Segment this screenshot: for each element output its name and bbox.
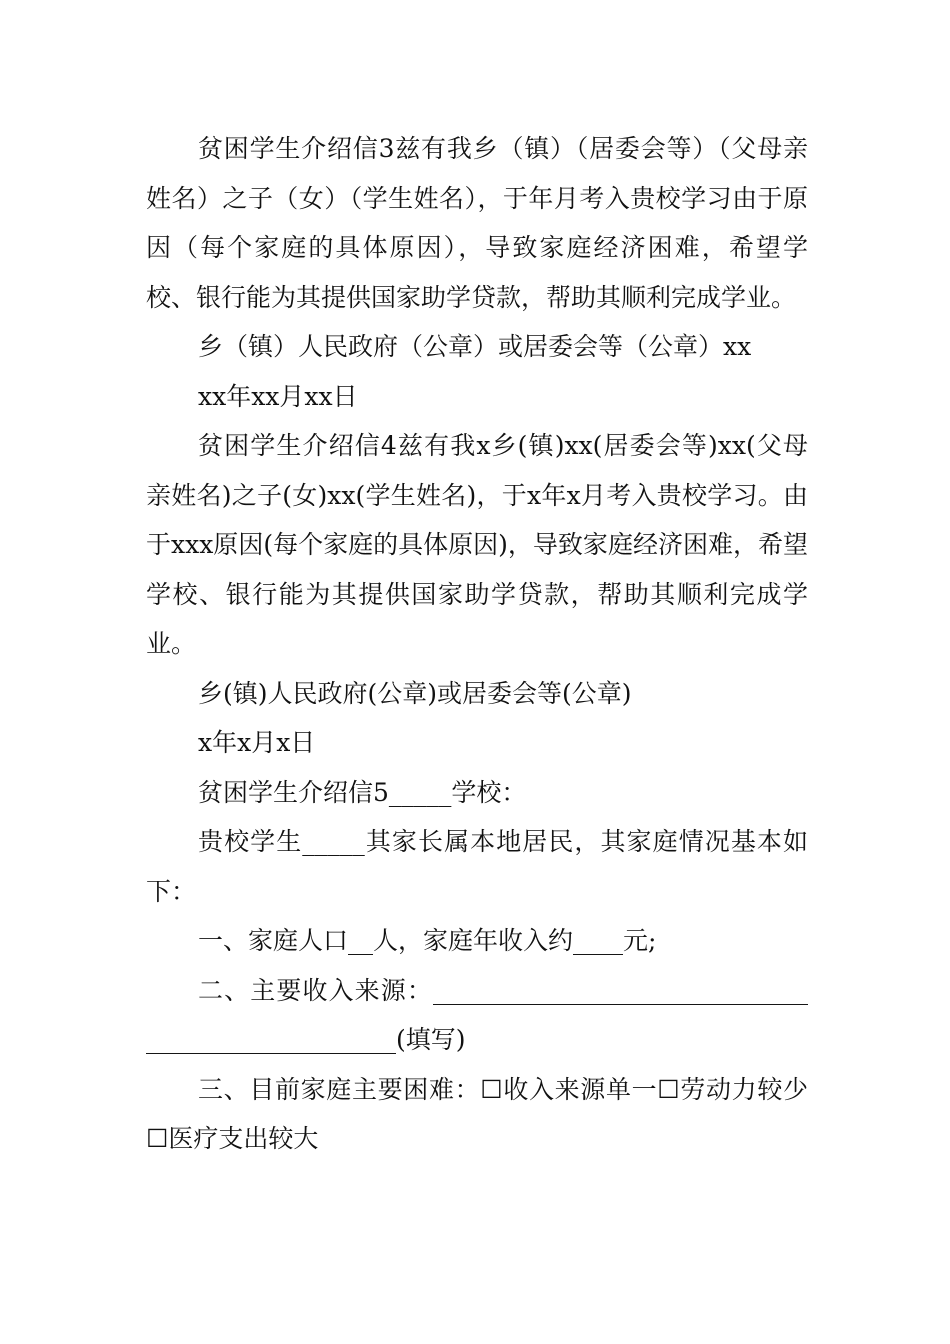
paragraph-item-3: 三、目前家庭主要困难：☐收入来源单一☐劳动力较少☐医疗支出较大	[146, 1074, 808, 1153]
paragraph-signature-3: 乡（镇）人民政府（公章）或居委会等（公章）xx	[198, 332, 752, 361]
paragraph-letter-5-heading: 贫困学生介绍信5_____学校：	[198, 777, 527, 807]
document-page	[146, 124, 808, 1164]
paragraph-item-2: 二、主要收入来源：__________________________________________________(填写)	[146, 975, 808, 1054]
paragraph-date-4: x年x月x日	[198, 728, 316, 757]
paragraph-date-3: xx年xx月xx日	[198, 381, 358, 411]
paragraph-letter-5-intro: 贵校学生_____其家长属本地居民，其家庭情况基本如下：	[146, 827, 808, 906]
paragraph-letter-4: 贫困学生介绍信4兹有我x乡(镇)xx(居委会等)xx(父母亲姓名)之子(女)xx(学生姓名)，于x年x月考入贵校学习。由于xxx原因(每个家庭的具体原因)，导致家庭经济困难，希望学校、银行能为其提供国家助学贷款，帮助其顺利完成学业。	[146, 431, 808, 658]
paragraph-signature-4: 乡(镇)人民政府(公章)或居委会等(公章)	[198, 678, 632, 708]
paragraph-item-1: 一、家庭人口__人，家庭年收入约____元;	[198, 926, 657, 955]
paragraph-letter-3: 贫困学生介绍信3兹有我乡（镇）（居委会等）（父母亲姓名）之子（女）（学生姓名），于年月考入贵校学习由于原因（每个家庭的具体原因），导致家庭经济困难，希望学校、银行能为其提供国家助学贷款，帮助其顺利完成学业。	[146, 134, 808, 312]
